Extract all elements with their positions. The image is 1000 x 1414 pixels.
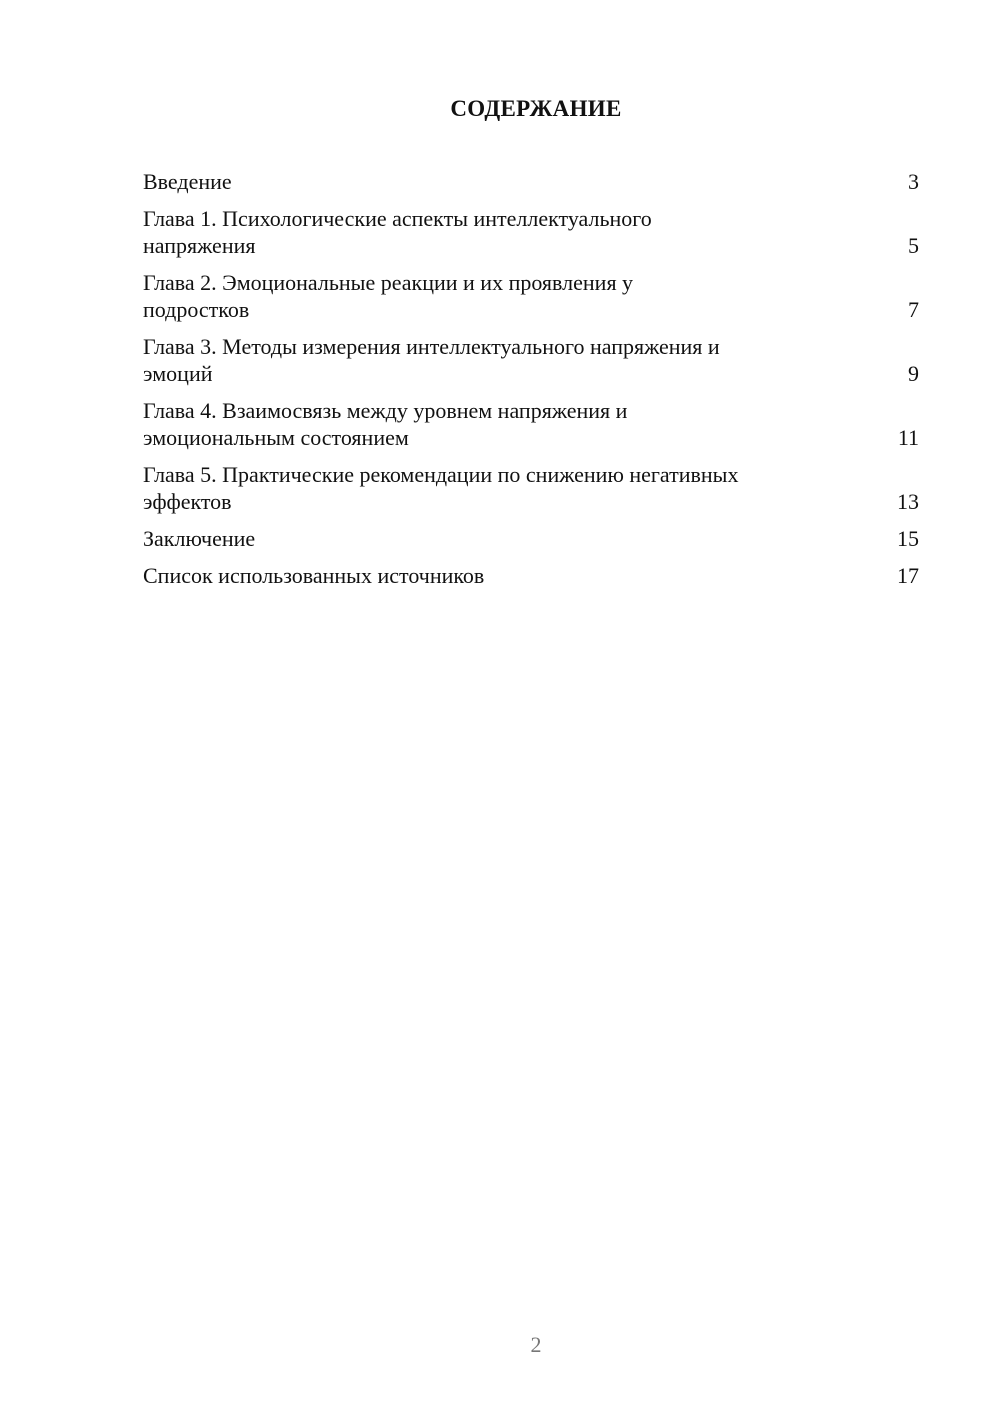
toc-entry-page: 5 bbox=[908, 233, 919, 258]
toc-entry-introduction bbox=[143, 168, 919, 195]
toc-entry-line: Список использованных источников bbox=[143, 563, 485, 588]
toc-entry-chapter-5 bbox=[143, 461, 919, 515]
toc-entry-text bbox=[143, 168, 833, 195]
toc-entry-text bbox=[143, 525, 833, 552]
toc-entry-line: Глава 3. Методы измерения интеллектуального напряжения и bbox=[143, 334, 720, 359]
toc-entry-text bbox=[143, 397, 833, 451]
toc-entry-line: Глава 1. Психологические аспекты интеллектуального bbox=[143, 206, 652, 231]
toc-entry-text bbox=[143, 205, 833, 259]
toc-entry-page: 9 bbox=[908, 361, 919, 386]
toc-entry-line: Глава 2. Эмоциональные реакции и их проявления у bbox=[143, 270, 634, 295]
table-of-contents bbox=[143, 168, 919, 599]
toc-entry-chapter-3 bbox=[143, 333, 919, 387]
toc-entry-line: Глава 5. Практические рекомендации по снижению негативных bbox=[143, 462, 739, 487]
toc-entry-text bbox=[143, 269, 833, 323]
toc-entry-line-continued: подростков bbox=[143, 297, 250, 322]
toc-entry-chapter-4 bbox=[143, 397, 919, 451]
toc-entry-line: Заключение bbox=[143, 526, 256, 551]
toc-title: СОДЕРЖАНИЕ bbox=[450, 96, 622, 121]
toc-entry-page: 7 bbox=[908, 297, 919, 322]
toc-entry-line-continued: эффектов bbox=[143, 489, 232, 514]
toc-entry-references bbox=[143, 562, 919, 589]
toc-entry-page: 13 bbox=[897, 489, 919, 514]
toc-entry-page: 15 bbox=[897, 526, 919, 551]
toc-entry-page: 17 bbox=[897, 563, 919, 588]
toc-entry-text bbox=[143, 461, 833, 515]
toc-entry-text bbox=[143, 562, 833, 589]
page-number: 2 bbox=[530, 1332, 542, 1357]
toc-entry-chapter-1 bbox=[143, 205, 919, 259]
toc-entry-chapter-2 bbox=[143, 269, 919, 323]
toc-entry-line-continued: напряжения bbox=[143, 233, 256, 258]
toc-entry-line-continued: эмоциональным состоянием bbox=[143, 425, 409, 450]
toc-entry-line: Глава 4. Взаимосвязь между уровнем напряжения и bbox=[143, 398, 628, 423]
toc-entry-conclusion bbox=[143, 525, 919, 552]
toc-entry-line-continued: эмоций bbox=[143, 361, 213, 386]
toc-entry-line: Введение bbox=[143, 169, 232, 194]
toc-entry-page: 3 bbox=[908, 169, 919, 194]
toc-entry-page: 11 bbox=[897, 425, 919, 450]
toc-entry-text bbox=[143, 333, 833, 387]
